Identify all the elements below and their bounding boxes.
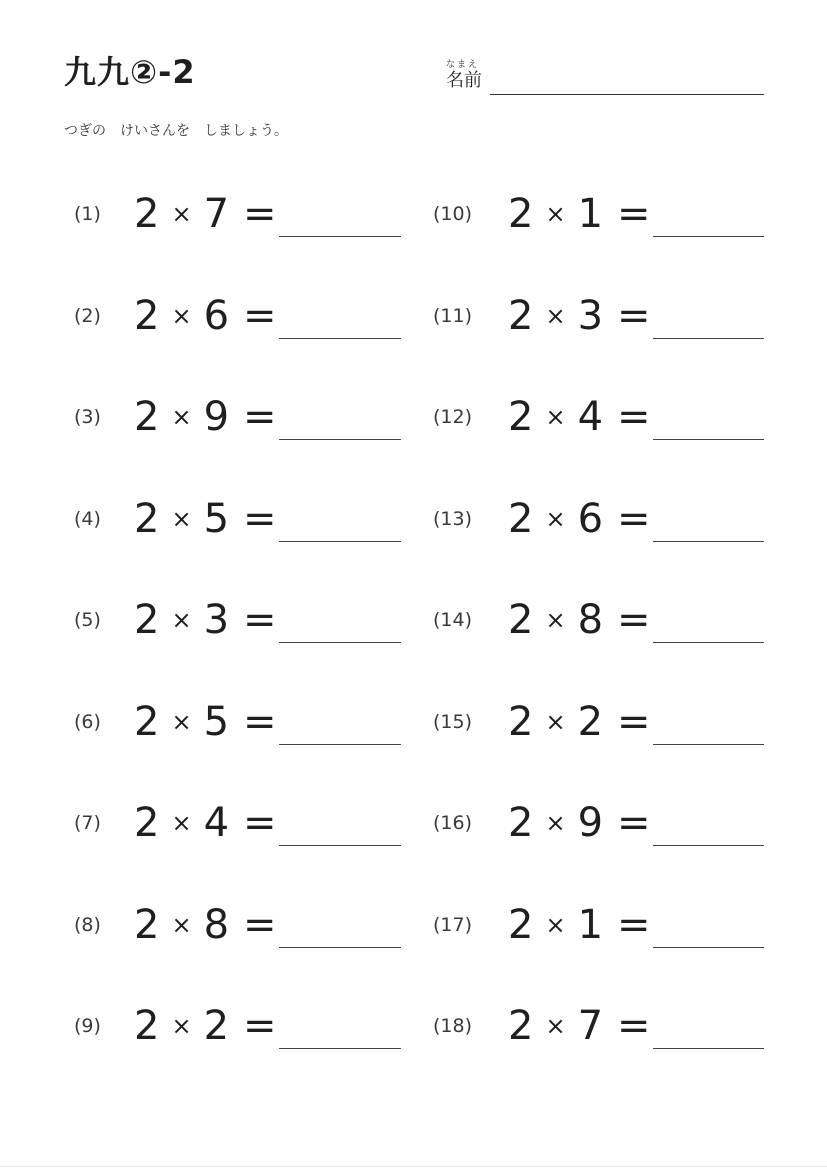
- times-sign: ×: [171, 505, 192, 533]
- problem-number: (2): [74, 305, 101, 327]
- times-sign: ×: [545, 200, 566, 228]
- problem-number: (15): [433, 711, 473, 733]
- times-sign: ×: [545, 302, 566, 330]
- instruction-text: つぎの けいさんを しましょう。: [64, 123, 288, 139]
- equals-sign: =: [617, 394, 651, 440]
- operand-b: 8: [203, 902, 230, 948]
- equals-sign: =: [243, 191, 277, 237]
- answer-blank[interactable]: [653, 845, 764, 846]
- equals-sign: =: [617, 699, 651, 745]
- problem-item: [0, 592, 827, 652]
- times-sign: ×: [545, 403, 566, 431]
- operand-a: 2: [134, 1003, 160, 1049]
- problem-item: [0, 288, 827, 348]
- equals-sign: =: [617, 597, 651, 643]
- operand-a: 2: [134, 293, 160, 339]
- equals-sign: =: [243, 699, 277, 745]
- operand-a: 2: [508, 293, 534, 339]
- operand-a: 2: [134, 800, 160, 846]
- times-sign: ×: [545, 505, 566, 533]
- equals-sign: =: [617, 293, 651, 339]
- operand-a: 2: [134, 902, 160, 948]
- problem-number: (3): [74, 406, 101, 428]
- times-sign: ×: [545, 911, 566, 939]
- problem-expression: [508, 491, 651, 547]
- operand-b: 9: [203, 394, 230, 440]
- equals-sign: =: [243, 394, 277, 440]
- equals-sign: =: [243, 496, 277, 542]
- problem-number: (8): [74, 914, 101, 936]
- operand-b: 1: [577, 902, 604, 948]
- operand-a: 2: [508, 394, 534, 440]
- times-sign: ×: [545, 606, 566, 634]
- problem-number: (5): [74, 609, 101, 631]
- answer-blank[interactable]: [653, 541, 764, 542]
- operand-b: 2: [577, 699, 604, 745]
- operand-b: 5: [203, 699, 230, 745]
- answer-blank[interactable]: [653, 338, 764, 339]
- operand-b: 3: [203, 597, 230, 643]
- problem-number: (6): [74, 711, 101, 733]
- times-sign: ×: [545, 708, 566, 736]
- operand-b: 2: [203, 1003, 230, 1049]
- equals-sign: =: [243, 800, 277, 846]
- operand-a: 2: [134, 496, 160, 542]
- answer-blank[interactable]: [653, 1048, 764, 1049]
- operand-b: 7: [203, 191, 230, 237]
- problem-expression: [508, 897, 651, 953]
- equals-sign: =: [243, 1003, 277, 1049]
- times-sign: ×: [171, 911, 192, 939]
- problem-number: (12): [433, 406, 473, 428]
- name-ruby: なまえ: [446, 60, 480, 70]
- equals-sign: =: [617, 1003, 651, 1049]
- problem-number: (1): [74, 203, 101, 225]
- problem-expression: [508, 998, 651, 1054]
- operand-a: 2: [508, 496, 534, 542]
- equals-sign: =: [617, 496, 651, 542]
- problem-expression: [508, 186, 651, 242]
- operand-a: 2: [134, 191, 160, 237]
- times-sign: ×: [171, 200, 192, 228]
- times-sign: ×: [171, 302, 192, 330]
- times-sign: ×: [171, 809, 192, 837]
- operand-a: 2: [508, 800, 534, 846]
- operand-a: 2: [508, 1003, 534, 1049]
- problem-number: (16): [433, 812, 473, 834]
- operand-b: 1: [577, 191, 604, 237]
- answer-blank[interactable]: [653, 439, 764, 440]
- equals-sign: =: [243, 902, 277, 948]
- operand-a: 2: [508, 902, 534, 948]
- operand-b: 5: [203, 496, 230, 542]
- operand-a: 2: [508, 597, 534, 643]
- problem-item: [0, 897, 827, 957]
- operand-b: 7: [577, 1003, 604, 1049]
- problem-number: (9): [74, 1015, 101, 1037]
- times-sign: ×: [171, 1012, 192, 1040]
- problem-item: [0, 389, 827, 449]
- equals-sign: =: [617, 800, 651, 846]
- times-sign: ×: [545, 809, 566, 837]
- name-label: 名前: [446, 70, 482, 91]
- operand-a: 2: [134, 699, 160, 745]
- page-bottom-divider: [0, 1166, 827, 1167]
- times-sign: ×: [545, 1012, 566, 1040]
- equals-sign: =: [243, 293, 277, 339]
- operand-b: 6: [577, 496, 604, 542]
- operand-a: 2: [134, 597, 160, 643]
- times-sign: ×: [171, 708, 192, 736]
- page-title: 九九②-2: [64, 53, 196, 91]
- operand-b: 6: [203, 293, 230, 339]
- problem-number: (11): [433, 305, 473, 327]
- operand-b: 4: [577, 394, 604, 440]
- operand-b: 4: [203, 800, 230, 846]
- problem-expression: [508, 592, 651, 648]
- equals-sign: =: [617, 191, 651, 237]
- operand-b: 9: [577, 800, 604, 846]
- problem-number: (14): [433, 609, 473, 631]
- problem-item: [0, 998, 827, 1058]
- operand-b: 8: [577, 597, 604, 643]
- operand-b: 3: [577, 293, 604, 339]
- equals-sign: =: [243, 597, 277, 643]
- problem-item: [0, 795, 827, 855]
- answer-blank[interactable]: [653, 236, 764, 237]
- problem-number: (4): [74, 508, 101, 530]
- problem-number: (7): [74, 812, 101, 834]
- answer-blank[interactable]: [653, 642, 764, 643]
- problem-expression: [508, 694, 651, 750]
- problem-number: (17): [433, 914, 473, 936]
- times-sign: ×: [171, 403, 192, 431]
- problem-expression: [508, 389, 651, 445]
- operand-a: 2: [508, 191, 534, 237]
- answer-blank[interactable]: [653, 744, 764, 745]
- answer-blank[interactable]: [653, 947, 764, 948]
- operand-a: 2: [508, 699, 534, 745]
- equals-sign: =: [617, 902, 651, 948]
- problem-expression: [508, 288, 651, 344]
- problem-number: (18): [433, 1015, 473, 1037]
- problem-item: [0, 186, 827, 246]
- times-sign: ×: [171, 606, 192, 634]
- problem-number: (10): [433, 203, 473, 225]
- operand-a: 2: [134, 394, 160, 440]
- problem-item: [0, 694, 827, 754]
- problem-number: (13): [433, 508, 473, 530]
- problem-item: [0, 491, 827, 551]
- problem-expression: [508, 795, 651, 851]
